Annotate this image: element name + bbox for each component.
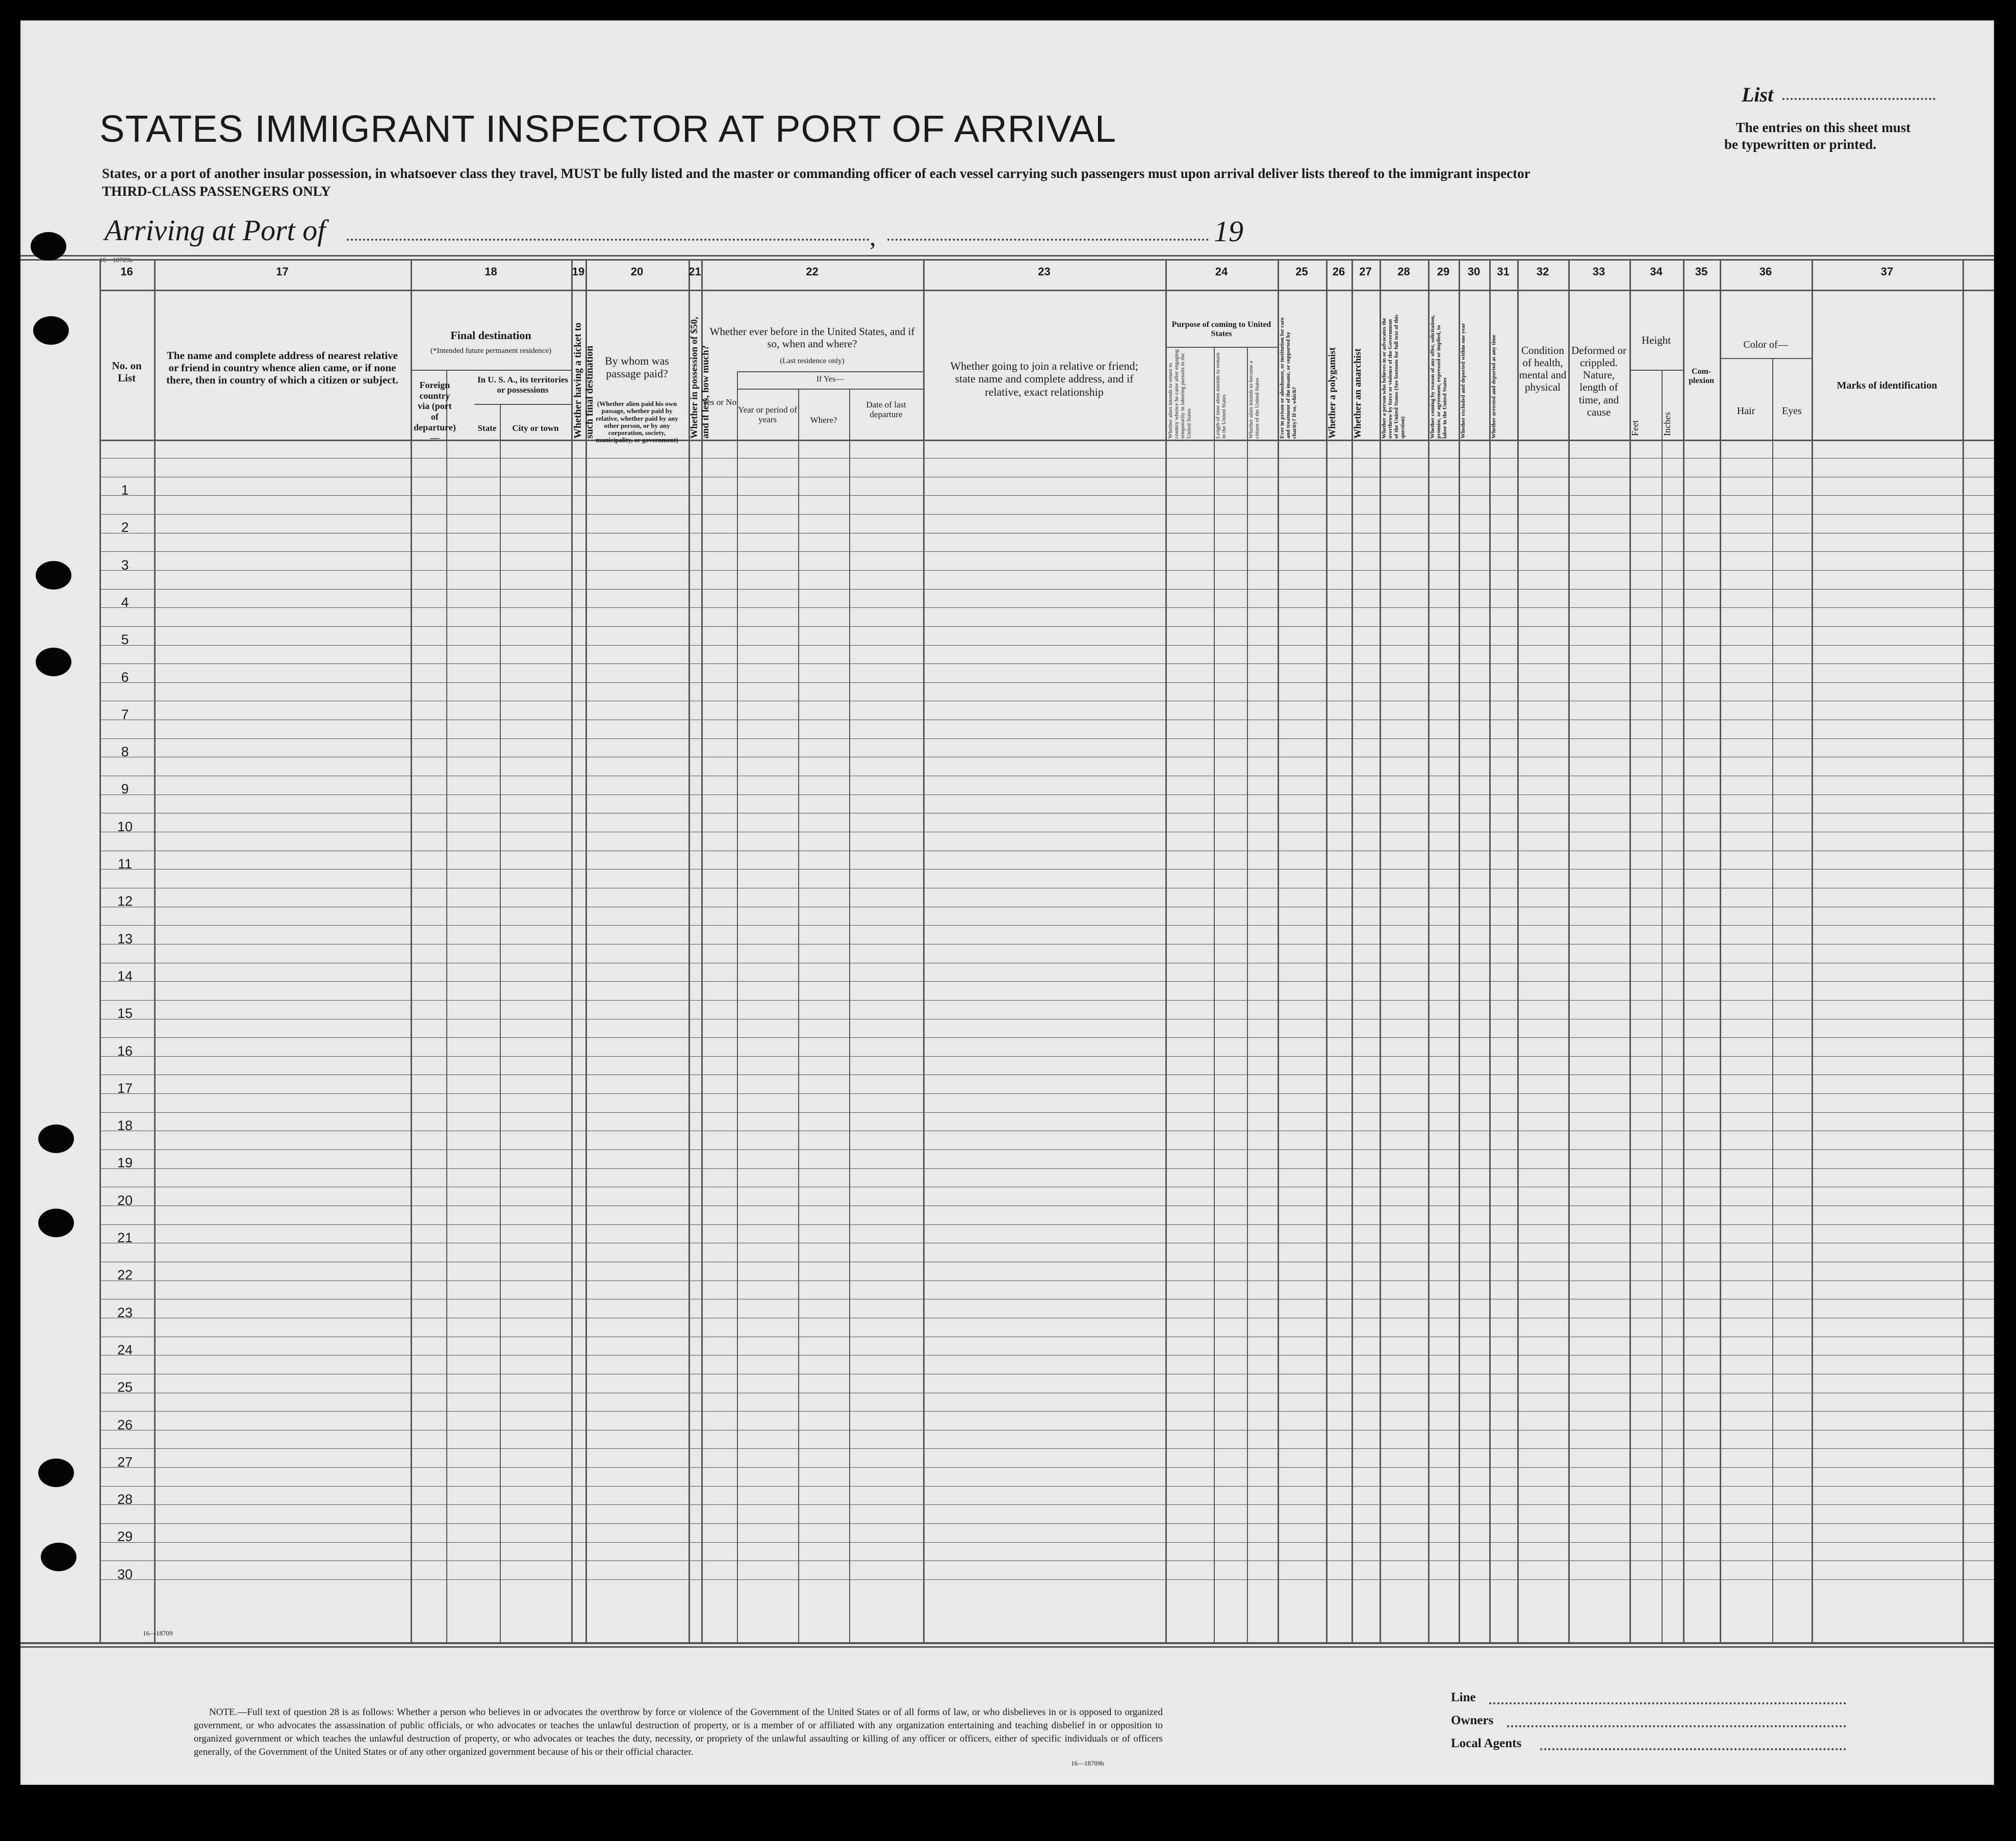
table-rule: [99, 1579, 1994, 1580]
owners-field[interactable]: [1507, 1725, 1846, 1727]
column-number-26: 26: [1332, 265, 1345, 278]
table-rule: [411, 370, 571, 371]
table-rule: [99, 570, 1994, 571]
row-number: 19: [117, 1155, 133, 1171]
header-nearest-relative: The name and complete address of nearest relative or friend in country whence alien came, or if none there, then in country of which a citizen or subject.: [166, 349, 398, 387]
row-number: 4: [121, 594, 129, 610]
header-purpose-citizen: Whether alien intends to become a citizen of the United States: [1248, 361, 1261, 439]
table-rule: [99, 1093, 1994, 1094]
column-number-32: 32: [1536, 265, 1549, 278]
table-rule: [99, 1542, 1994, 1543]
column-number-23: 23: [1038, 265, 1051, 278]
row-number: 26: [117, 1417, 133, 1433]
row-number: 22: [117, 1267, 133, 1283]
header-ever-before: Whether ever before in the United States, and if so, when and where?: [709, 325, 915, 350]
header-health: Condition of health, mental and physical: [1519, 344, 1567, 394]
row-number: 1: [121, 482, 129, 498]
table-rule: [154, 260, 156, 1642]
table-rule: [1568, 260, 1570, 1642]
table-rule: [99, 682, 1994, 683]
header-if-yes: If Yes—: [816, 375, 844, 383]
header-inches: Inches: [1662, 412, 1672, 436]
row-number: 11: [117, 856, 133, 872]
table-rule: [99, 1411, 1994, 1412]
header-eyes: Eyes: [1782, 405, 1802, 417]
column-number-17: 17: [276, 265, 289, 278]
header-passage-paid: By whom was passage paid?: [605, 354, 669, 380]
entries-note-line2: be typewritten or printed.: [1724, 137, 1876, 152]
arriving-label: Arriving at Port of: [105, 214, 326, 247]
row-number: 17: [117, 1080, 133, 1096]
row-number: 2: [121, 520, 129, 535]
column-number-34: 34: [1650, 265, 1663, 278]
column-number-28: 28: [1397, 265, 1410, 278]
header-complexion: Com-plexion: [1689, 367, 1714, 385]
table-rule: [99, 1224, 1994, 1225]
table-rule: [1517, 260, 1519, 1642]
footnote-question-28: NOTE.—Full text of question 28 is as follows: Whether a person who believes in or advocates the overthrow by force or violence of the Government of the United States or of all forms of law, or who disbelieves in or is opposed to organized government, or who advocates the assassination of public officials, or who advocates or teaches the unlawful destruction of property, or is a member of or affiliated with any organization entertaining and teaching disbelief in or opposition to organized government or which teaches the unlawful destruction of property, or who advocates or teaches the duty, necessity, or propriety of the unlawful assaulting or killing of any officer or officers, either of specific individuals or of officers generally, of the Government of the United States or of any other organized government because of his or their official character.: [194, 1707, 1163, 1757]
punch-hole: [41, 1543, 76, 1571]
row-number: 16: [117, 1043, 133, 1059]
header-foreign-country: Foreign country via (port of departure)—: [414, 380, 456, 443]
table-rule: [1165, 260, 1167, 1642]
table-rule: [411, 260, 412, 1642]
header-final-destination: Final destination: [450, 329, 531, 342]
table-rule: [20, 255, 1994, 257]
table-rule: [99, 260, 101, 1642]
form-code-footer: 16—18709b: [1071, 1759, 1104, 1767]
header-col-26: Whether a polygamist: [1327, 347, 1338, 439]
row-number: 25: [117, 1379, 133, 1395]
table-rule: [1720, 260, 1721, 1642]
header-purpose-return: Whether alien intends to return to country whence he came after engaging temporarily in laboring pursuits in the United States: [1167, 349, 1192, 439]
column-number-24: 24: [1215, 265, 1228, 278]
table-rule: [99, 1112, 1994, 1113]
column-number-29: 29: [1437, 265, 1450, 278]
header-last-departure: Date of last departure: [866, 400, 906, 419]
row-number: 23: [117, 1305, 133, 1320]
header-col-29: Whether coming by reason of any offer, solicitation, promise, or agreement, expressed or implied, to labor in the United States: [1430, 315, 1448, 439]
row-number: 30: [117, 1566, 133, 1582]
line-field[interactable]: [1489, 1702, 1846, 1704]
table-rule: [923, 260, 925, 1642]
page-subtitle: States, or a port of another insular possession, in whatsoever class they travel, MUST be fully listed and the master or commanding officer of each vessel carrying such passengers must upon arrival deliver lists thereof to the immigrant inspector: [102, 166, 1530, 181]
header-state: State: [477, 423, 497, 433]
table-rule: [20, 1642, 1994, 1644]
table-rule: [1278, 260, 1279, 1642]
year-prefix: 19: [1214, 215, 1243, 248]
table-rule: [99, 645, 1994, 646]
punch-hole: [33, 316, 69, 345]
form-code-bottom: 16—18709: [143, 1629, 173, 1637]
table-rule: [1351, 260, 1353, 1642]
column-number-19: 19: [572, 265, 585, 278]
table-rule: [99, 514, 1994, 515]
table-rule: [99, 1467, 1994, 1468]
table-rule: [1489, 260, 1491, 1642]
row-number: 28: [117, 1492, 133, 1507]
table-rule: [99, 1355, 1994, 1356]
row-number: 18: [117, 1118, 133, 1134]
row-number: 29: [117, 1529, 133, 1545]
table-rule: [446, 370, 447, 1642]
column-number-25: 25: [1295, 265, 1308, 278]
column-number-20: 20: [630, 265, 644, 278]
table-rule: [99, 290, 1994, 291]
table-rule: [99, 626, 1994, 627]
header-feet: Feet: [1630, 420, 1640, 436]
header-col-25: Ever in prison or almshouse, or institution for care and treatment of the insane, or supported by charity? If so, which?: [1279, 317, 1298, 439]
table-rule: [99, 738, 1994, 739]
row-number: 5: [121, 632, 129, 648]
column-number-37: 37: [1880, 265, 1894, 278]
table-rule: [500, 404, 501, 1642]
table-rule: [1380, 260, 1381, 1642]
manifest-sheet: [20, 20, 1994, 1785]
table-rule: [99, 607, 1994, 608]
column-number-21: 21: [688, 265, 701, 278]
row-number: 3: [121, 557, 129, 573]
header-col-30: Whether excluded and deported within one year: [1460, 323, 1466, 439]
header-purpose: Purpose of coming to United States: [1171, 320, 1271, 338]
column-number-18: 18: [484, 265, 497, 278]
header-col-27: Whether an anarchist: [1352, 348, 1363, 439]
table-rule: [99, 495, 1994, 496]
table-rule: [737, 371, 738, 1642]
form-code-top: 16—18709b: [99, 256, 133, 264]
column-number-30: 30: [1467, 265, 1481, 278]
table-rule: [1247, 347, 1248, 1642]
table-rule: [99, 869, 1994, 870]
column-number-33: 33: [1592, 265, 1605, 278]
header-year-period: Year or period of years: [738, 405, 797, 424]
header-yes-or-no: Yes or No: [701, 397, 737, 407]
punch-hole: [31, 232, 66, 261]
row-number: 24: [117, 1342, 133, 1358]
header-col-31: Whether arrested and deported at any time: [1491, 335, 1497, 439]
table-rule: [1629, 370, 1683, 371]
row-number: 21: [117, 1230, 133, 1245]
table-rule: [571, 260, 573, 1642]
entries-note-line1: The entries on this sheet must: [1736, 120, 1911, 135]
comma-1: ,: [870, 222, 876, 251]
row-number: 12: [117, 893, 133, 909]
table-rule: [99, 1486, 1994, 1487]
column-number-27: 27: [1359, 265, 1372, 278]
header-city-or-town: City or town: [512, 423, 559, 433]
table-rule: [1962, 260, 1964, 1642]
table-rule: [737, 389, 923, 390]
row-number: 6: [121, 669, 129, 685]
table-rule: [1326, 260, 1328, 1642]
header-where: Where?: [810, 415, 837, 425]
table-rule: [99, 1000, 1994, 1001]
column-number-16: 16: [120, 265, 133, 278]
row-number: 9: [121, 781, 129, 797]
row-number: 14: [117, 968, 133, 984]
header-final-destination-sub: (*Intended future permanent residence): [430, 347, 551, 355]
table-rule: [1811, 260, 1813, 1642]
table-rule: [99, 1149, 1994, 1150]
table-rule: [585, 260, 587, 1642]
table-rule: [737, 371, 923, 372]
page-title: STATES IMMIGRANT INSPECTOR AT PORT OF ARRIVAL: [99, 108, 1117, 150]
table-rule: [688, 260, 690, 1642]
column-number-36: 36: [1759, 265, 1772, 278]
local-agents-label: Local Agents: [1451, 1736, 1522, 1750]
table-rule: [99, 1056, 1994, 1057]
header-marks-identification: Marks of identification: [1836, 380, 1937, 391]
list-label: List: [1742, 83, 1774, 106]
table-rule: [99, 1523, 1994, 1524]
table-rule: [99, 1168, 1994, 1169]
table-rule: [1662, 370, 1663, 1642]
table-rule: [99, 1037, 1994, 1038]
column-number-35: 35: [1695, 265, 1708, 278]
punch-hole: [38, 1209, 74, 1237]
manifest-table: [20, 20, 1994, 1785]
header-hair: Hair: [1737, 405, 1755, 417]
table-rule: [1165, 347, 1278, 348]
column-number-22: 22: [806, 265, 819, 278]
header-height: Height: [1641, 334, 1671, 346]
table-rule: [99, 663, 1994, 664]
table-rule: [20, 259, 1994, 261]
header-deformed: Deformed or crippled. Nature, length of time, and cause: [1571, 344, 1626, 418]
table-rule: [1459, 260, 1460, 1642]
punch-hole: [36, 561, 71, 590]
class-line: THIRD-CLASS PASSENGERS ONLY: [102, 184, 331, 199]
header-col-28: Whether a person who believes in or advocates the overthrow by force or violence of the Government of the United States (See footnote for full text of this question): [1381, 315, 1406, 439]
row-number: 15: [117, 1006, 133, 1021]
table-rule: [474, 404, 571, 405]
header-passage-paid-sub: (Whether alien paid his own passage, whether paid by relative, whether paid by any other person, or by any corporation, society, municipality, or government): [596, 400, 678, 444]
local-agents-field[interactable]: [1540, 1748, 1846, 1750]
line-label: Line: [1451, 1691, 1476, 1704]
table-rule: [849, 389, 850, 1642]
owners-label: Owners: [1451, 1714, 1494, 1727]
table-rule: [1683, 260, 1685, 1642]
row-number: 27: [117, 1454, 133, 1470]
table-rule: [1428, 260, 1430, 1642]
table-rule: [99, 925, 1994, 926]
table-rule: [99, 1448, 1994, 1449]
table-rule: [99, 1504, 1994, 1505]
header-no-on-list: No. on List: [112, 360, 142, 385]
header-ticket: Whether having a ticket to such final destination: [572, 322, 595, 439]
header-fifty-dollars: Whether in possession of $50, and if less, how much?: [689, 317, 711, 439]
row-number: 7: [121, 706, 129, 722]
table-rule: [99, 440, 1994, 441]
header-in-usa: In U. S. A., its territories or possessions: [477, 375, 568, 395]
header-join-relative: Whether going to join a relative or friend; state name and complete address, and if relative, exact relationship: [950, 360, 1138, 398]
punch-hole: [38, 1459, 74, 1487]
table-rule: [1720, 358, 1811, 359]
row-number: 8: [121, 744, 129, 760]
table-rule: [99, 589, 1994, 590]
row-number: 20: [117, 1192, 133, 1208]
table-rule: [1214, 347, 1215, 1642]
table-rule: [99, 551, 1994, 552]
table-rule: [701, 260, 703, 1642]
column-number-31: 31: [1497, 265, 1510, 278]
punch-hole: [36, 648, 71, 676]
row-number: 13: [117, 931, 133, 947]
table-rule: [798, 389, 799, 1642]
table-rule: [1629, 260, 1631, 1642]
header-color-of: Color of—: [1743, 339, 1788, 350]
punch-hole: [38, 1124, 74, 1153]
row-number: 10: [117, 819, 133, 834]
table-rule: [1772, 358, 1773, 1642]
header-purpose-length: Length of time alien intends to remain in the United States: [1215, 352, 1228, 439]
table-rule: [20, 1646, 1994, 1648]
header-ever-before-sub: (Last residence only): [780, 357, 845, 365]
table-rule: [99, 981, 1994, 982]
